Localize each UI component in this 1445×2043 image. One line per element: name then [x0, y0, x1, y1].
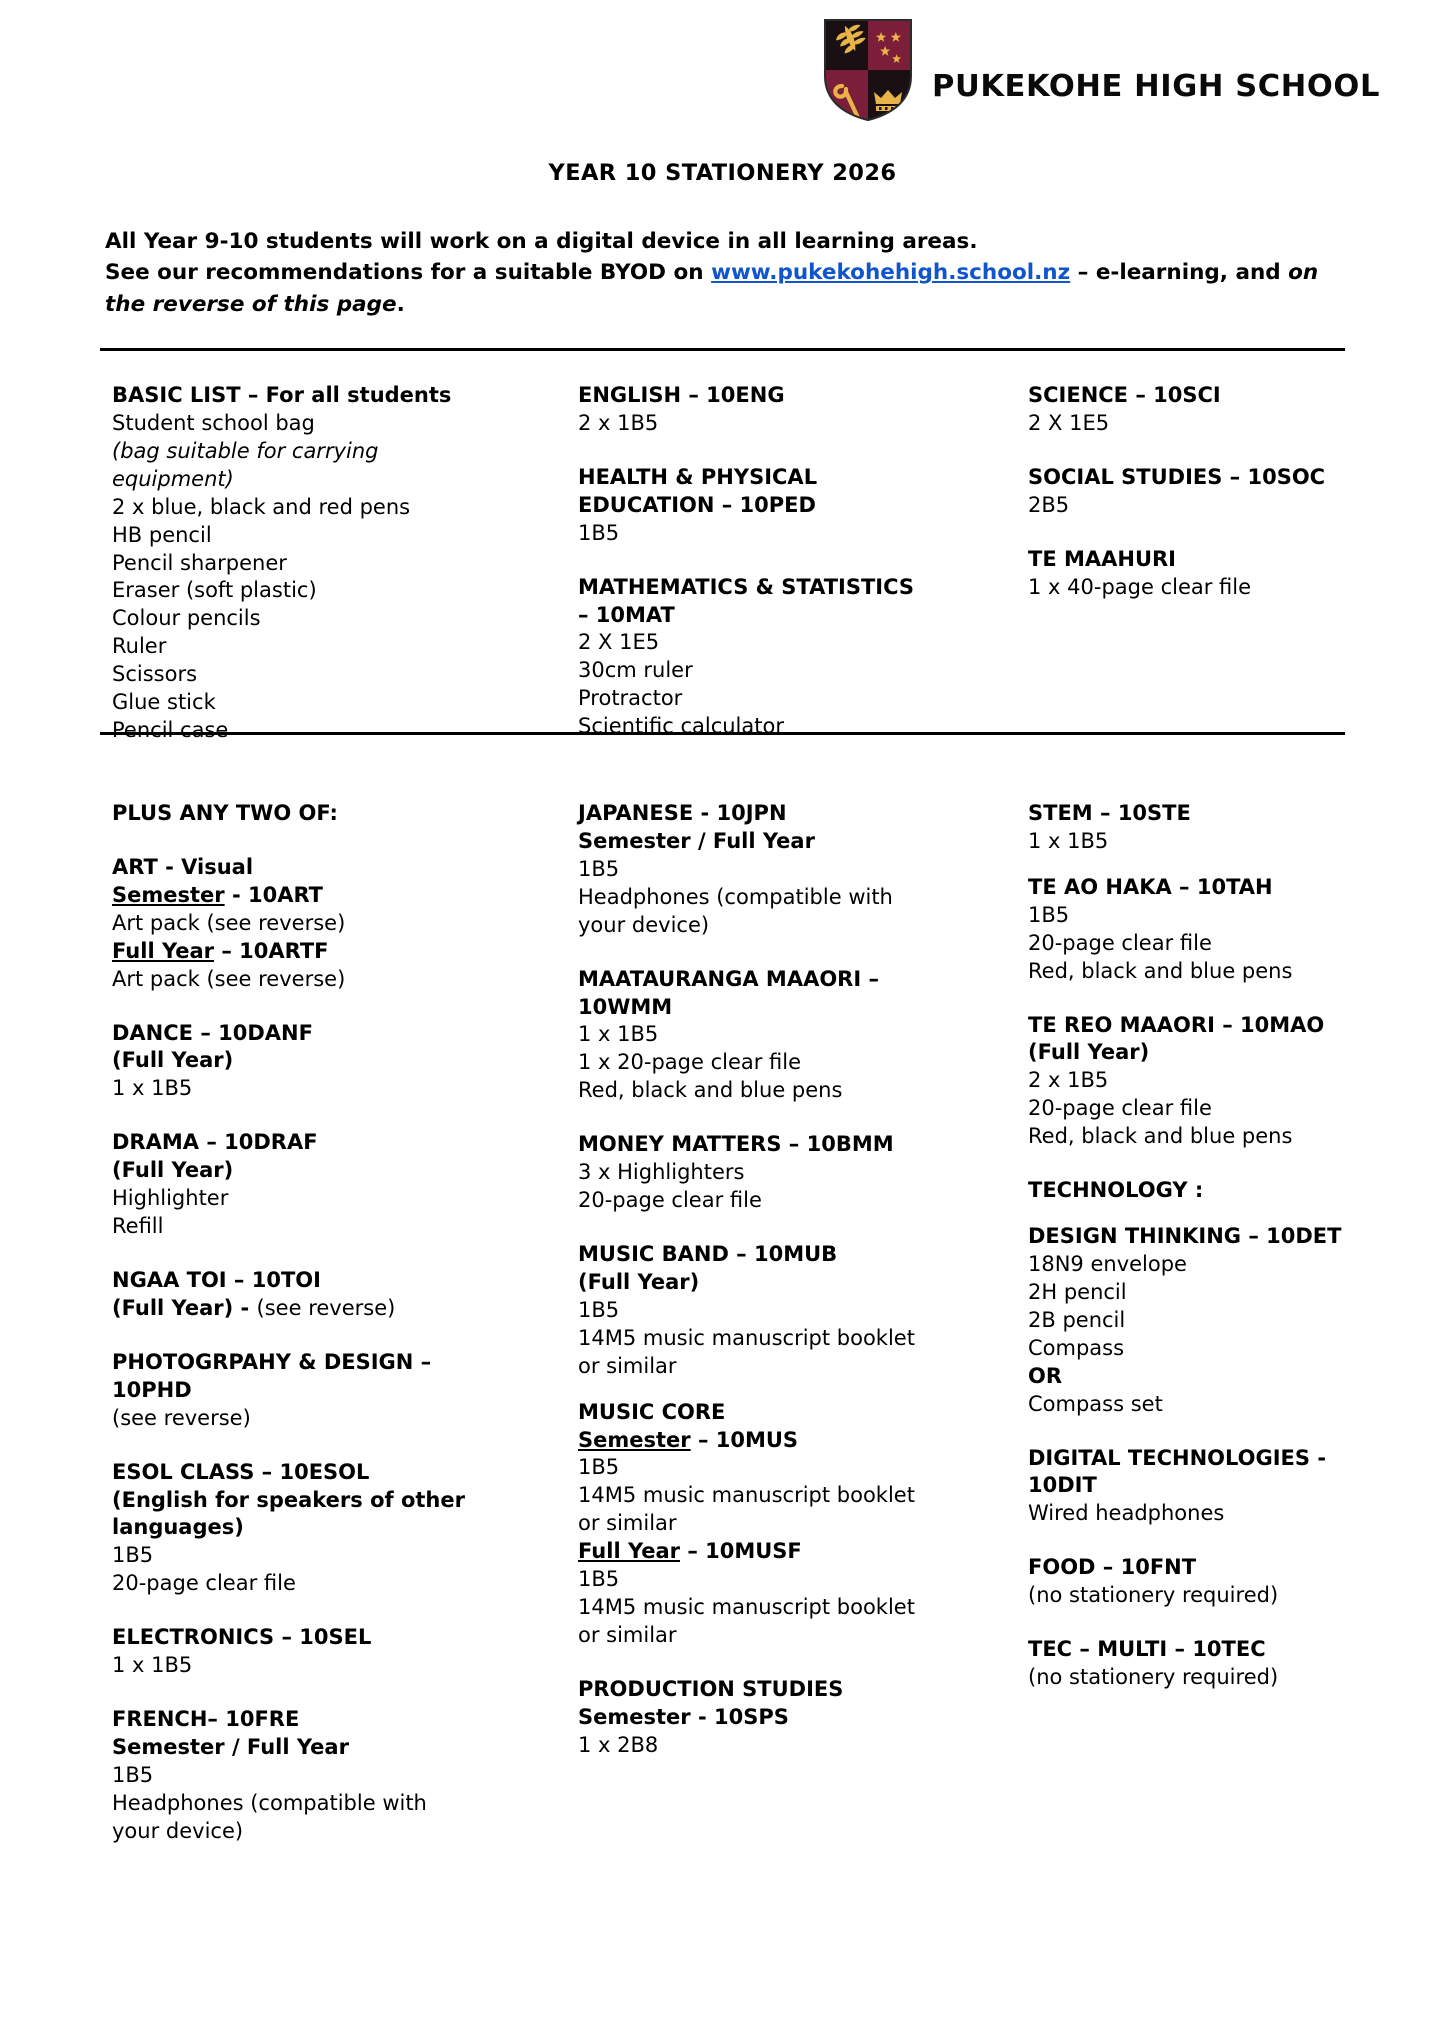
school-name: PUKEKOHE HIGH SCHOOL — [932, 68, 1380, 104]
subheading-plain-part: (see reverse) — [256, 1295, 396, 1320]
subject-subheading: (Full Year) — [1028, 1040, 1150, 1065]
subject-item: (see reverse) — [112, 1405, 251, 1430]
section-label: PLUS ANY TWO OF: — [112, 801, 338, 825]
subject-item: 1B5 — [578, 520, 620, 545]
subject-block-design-thinking — [1028, 1223, 1373, 1418]
subject-block-food — [1028, 1554, 1373, 1610]
subheading-code: – 10MUS — [690, 1427, 799, 1452]
subject-heading: MONEY MATTERS – 10BMM — [578, 1132, 894, 1157]
subject-subheading: Semester - 10SPS — [578, 1704, 789, 1729]
subject-block-mathematics — [578, 574, 923, 742]
subject-heading: ELECTRONICS – 10SEL — [112, 1625, 372, 1650]
subject-item: 20-page clear file — [578, 1188, 762, 1213]
subject-block-esol — [112, 1459, 472, 1599]
subject-item: 20-page clear file — [1028, 1096, 1212, 1121]
subject-item: 1 x 1B5 — [578, 1022, 659, 1047]
intro-line-2-suffix: . — [396, 291, 405, 317]
subject-block-basic-list — [112, 382, 467, 745]
subject-block-japanese — [578, 800, 923, 940]
plus-any-two-label — [112, 800, 472, 828]
core-column-english-math — [578, 382, 923, 741]
subject-subheading: (English for speakers of other languages) — [112, 1487, 465, 1540]
subject-heading: TE MAAHURI — [1028, 546, 1176, 571]
technology-group-label — [1028, 1177, 1373, 1205]
subheading-underlined: Full Year — [112, 938, 215, 963]
subject-subheading: (Full Year) — [578, 1269, 700, 1294]
subject-subheading: (Full Year) — [112, 1048, 234, 1073]
subject-block-money-matters — [578, 1131, 923, 1215]
subject-heading: MAATAURANGA MAAORI – 10WMM — [578, 966, 879, 1019]
subject-heading: FRENCH– 10FRE — [112, 1707, 300, 1732]
subject-item: 1B5 — [112, 1762, 154, 1787]
option-column-c — [1028, 800, 1373, 1692]
subject-heading: DANCE – 10DANF — [112, 1020, 313, 1045]
subject-heading: DESIGN THINKING – 10DET — [1028, 1224, 1342, 1249]
subject-block-digital-technologies — [1028, 1445, 1373, 1529]
subject-item: Compass — [1028, 1335, 1125, 1360]
subject-block-social-studies — [1028, 464, 1358, 520]
intro-paragraph — [105, 226, 1320, 320]
subheading-code: – 10ARTF — [214, 938, 329, 963]
subject-heading: PHOTOGRPAHY & DESIGN – 10PHD — [112, 1349, 432, 1402]
subject-item: 1 x 2B8 — [578, 1732, 659, 1757]
subject-heading: ESOL CLASS – 10ESOL — [112, 1459, 370, 1484]
subject-item: Compass set — [1028, 1391, 1163, 1416]
subject-item: Highlighter — [112, 1186, 229, 1211]
subheading-code: – 10MUSF — [680, 1539, 802, 1564]
subject-item: Headphones (compatible with your device) — [112, 1790, 427, 1843]
subject-item: Pencil case — [112, 718, 229, 743]
subject-heading: MUSIC BAND – 10MUB — [578, 1241, 838, 1266]
subject-heading: ART - Visual — [112, 854, 254, 879]
subject-item: 1B5 — [578, 1567, 620, 1592]
subject-heading: NGAA TOI – 10TOI — [112, 1267, 321, 1292]
subject-item: 1 x 1B5 — [112, 1076, 193, 1101]
subject-item: Scissors — [112, 662, 198, 687]
subject-item: 2 X 1E5 — [578, 630, 660, 655]
subject-subheading-full-year — [578, 1538, 923, 1566]
subject-block-music-core — [578, 1399, 923, 1650]
subject-item-or: OR — [1028, 1363, 1063, 1388]
subject-block-music-band — [578, 1241, 923, 1381]
subject-item: Eraser (soft plastic) — [112, 578, 317, 603]
subject-subheading: Semester / Full Year — [112, 1734, 349, 1759]
subject-item: 3 x Highlighters — [578, 1160, 745, 1185]
subject-heading: PRODUCTION STUDIES — [578, 1676, 844, 1701]
subject-heading: JAPANESE - 10JPN — [578, 801, 787, 825]
subject-block-french — [112, 1706, 472, 1846]
subject-item: 30cm ruler — [578, 658, 693, 683]
subject-item: 14M5 music manuscript booklet or similar — [578, 1483, 915, 1536]
subject-heading: TE AO HAKA – 10TAH — [1028, 874, 1273, 899]
subject-item: 18N9 envelope — [1028, 1251, 1187, 1276]
subject-item: Headphones (compatible with your device) — [578, 884, 893, 937]
subheading-bold-part: (Full Year) - — [112, 1295, 257, 1320]
subject-item: 20-page clear file — [112, 1571, 296, 1596]
subject-block-electronics — [112, 1624, 472, 1680]
subject-item: 1B5 — [578, 856, 620, 881]
subject-item: Glue stick — [112, 690, 216, 715]
subheading-underlined: Semester — [112, 882, 225, 907]
option-column-b — [578, 800, 923, 1760]
subject-item: Red, black and blue pens — [1028, 958, 1293, 983]
page-title: YEAR 10 STATIONERY 2026 — [548, 160, 897, 186]
subject-block-art-visual — [112, 854, 472, 994]
subject-item: 1 x 1B5 — [1028, 828, 1109, 853]
subject-heading: ENGLISH – 10ENG — [578, 383, 785, 407]
subject-heading: DIGITAL TECHNOLOGIES - 10DIT — [1028, 1445, 1327, 1498]
subject-item: 2B5 — [1028, 492, 1070, 517]
school-website-link[interactable]: www.pukekohehigh.school.nz — [711, 260, 1071, 286]
subject-heading: DRAMA – 10DRAF — [112, 1130, 318, 1155]
subject-item: 1 x 20-page clear file — [578, 1050, 802, 1075]
subject-item: 2B pencil — [1028, 1307, 1126, 1332]
core-column-science-social — [1028, 382, 1358, 602]
subject-block-science — [1028, 382, 1358, 438]
subject-heading: HEALTH & PHYSICAL EDUCATION – 10PED — [578, 464, 818, 517]
subject-subheading: Semester / Full Year — [578, 828, 815, 853]
subject-item: (no stationery required) — [1028, 1583, 1279, 1608]
subject-item: Refill — [112, 1214, 164, 1239]
intro-line-2-italic: on the reverse of this page — [105, 260, 1319, 317]
subject-block-ngaa-toi — [112, 1267, 472, 1323]
subject-block-photography-design — [112, 1349, 472, 1433]
subject-item: Wired headphones — [1028, 1501, 1225, 1526]
subject-item: 2 x blue, black and red pens — [112, 494, 411, 519]
core-column-basic-list — [112, 382, 467, 745]
subheading-underlined: Full Year — [578, 1539, 681, 1564]
subject-block-english — [578, 382, 923, 438]
subject-heading: STEM – 10STE — [1028, 801, 1191, 825]
subheading-underlined: Semester — [578, 1427, 691, 1452]
subject-item: Red, black and blue pens — [578, 1078, 843, 1103]
subject-item: Colour pencils — [112, 606, 261, 631]
subject-block-te-maahuri — [1028, 546, 1358, 602]
subject-item: 2 X 1E5 — [1028, 410, 1110, 435]
school-logo-lockup — [822, 18, 1380, 122]
subject-subheading: (Full Year) — [112, 1158, 234, 1183]
subject-item: (bag suitable for carrying equipment) — [112, 438, 379, 491]
subject-item: Pencil sharpener — [112, 550, 287, 575]
subject-item: Ruler — [112, 634, 167, 659]
subject-heading: SCIENCE – 10SCI — [1028, 383, 1221, 407]
subject-heading: MUSIC CORE — [578, 1399, 726, 1424]
divider-top — [100, 348, 1345, 351]
subject-item: 14M5 music manuscript booklet or similar — [578, 1595, 915, 1647]
intro-line-2-prefix: See our recommendations for a suitable BYOD on — [105, 260, 712, 286]
subject-heading: TECHNOLOGY : — [1028, 1178, 1204, 1203]
subject-heading: TE REO MAAORI – 10MAO — [1028, 1012, 1325, 1037]
subject-subheading-semester — [578, 1427, 923, 1455]
subject-item: Art pack (see reverse) — [112, 966, 346, 991]
subject-subheading-full-year — [112, 938, 472, 966]
subject-item: 1B5 — [578, 1455, 620, 1480]
subject-block-te-reo-maaori — [1028, 1012, 1373, 1152]
subject-subheading — [112, 1295, 472, 1323]
subject-block-tec-multi — [1028, 1636, 1373, 1692]
subject-heading: FOOD – 10FNT — [1028, 1555, 1197, 1580]
core-subjects-section — [0, 382, 1445, 743]
subject-heading: BASIC LIST – For all students — [112, 383, 452, 407]
option-column-a — [112, 800, 472, 1846]
subject-item: 2H pencil — [1028, 1279, 1127, 1304]
subject-item: Scientific calculator — [578, 714, 784, 739]
subject-item: 2 x 1B5 — [578, 410, 659, 435]
school-crest-icon — [822, 18, 914, 122]
subject-block-production-studies — [578, 1676, 923, 1760]
option-subjects-section — [0, 800, 1445, 2000]
subject-block-te-ao-haka — [1028, 874, 1373, 986]
subject-item: 1B5 — [112, 1543, 154, 1568]
subject-item: HB pencil — [112, 522, 212, 547]
subject-item: Student school bag — [112, 410, 315, 435]
subject-heading: TEC – MULTI – 10TEC — [1028, 1637, 1266, 1662]
subject-item: 20-page clear file — [1028, 930, 1212, 955]
subject-block-health-pe — [578, 464, 923, 548]
subject-heading: SOCIAL STUDIES – 10SOC — [1028, 464, 1326, 489]
subheading-code: - 10ART — [224, 882, 324, 907]
subject-item: 1 x 40-page clear file — [1028, 574, 1252, 599]
subject-item: Art pack (see reverse) — [112, 910, 346, 935]
subject-item: 1B5 — [578, 1297, 620, 1322]
intro-line-2-middle: – e-learning, and — [1070, 260, 1289, 286]
subject-block-maatauranga-maaori — [578, 966, 923, 1106]
subject-subheading-semester — [112, 882, 472, 910]
subject-block-drama — [112, 1129, 472, 1241]
subject-item: 1B5 — [1028, 902, 1070, 927]
subject-item: Red, black and blue pens — [1028, 1124, 1293, 1149]
subject-block-stem — [1028, 800, 1373, 856]
subject-item: (no stationery required) — [1028, 1665, 1279, 1690]
subject-item: 1 x 1B5 — [112, 1653, 193, 1678]
subject-item: 14M5 music manuscript booklet or similar — [578, 1325, 915, 1378]
intro-line-1: All Year 9-10 students will work on a digital device in all learning areas. — [105, 229, 978, 254]
page-header — [0, 18, 1445, 128]
subject-item: Protractor — [578, 686, 683, 711]
subject-item: 2 x 1B5 — [1028, 1068, 1109, 1093]
subject-block-dance — [112, 1020, 472, 1104]
subject-heading: MATHEMATICS & STATISTICS – 10MAT — [578, 574, 915, 627]
